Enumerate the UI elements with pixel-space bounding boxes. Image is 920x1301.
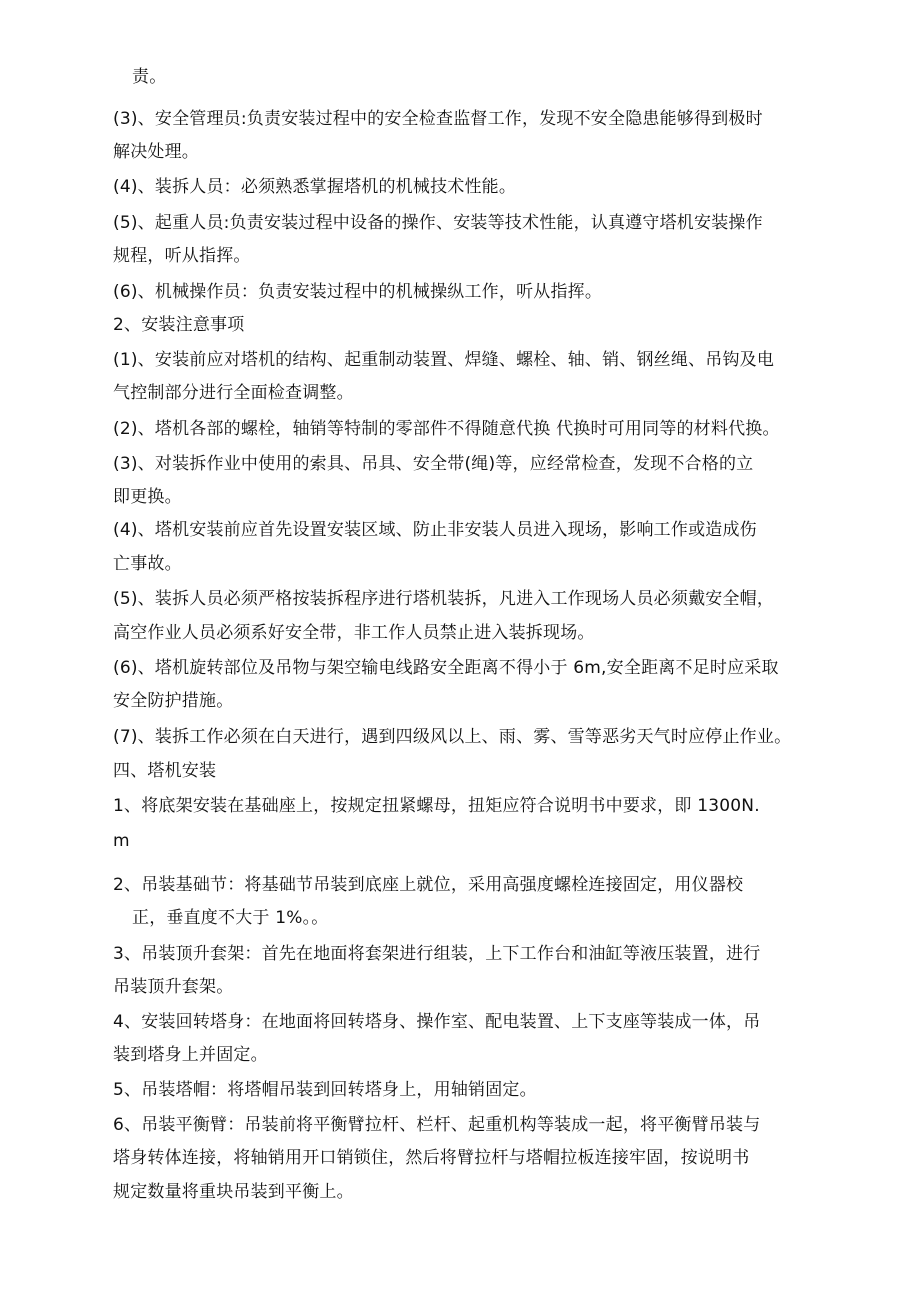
text-line: (5)、起重人员:负责安装过程中设备的操作、安装等技术性能，认真遵守塔机安装操作 [113, 213, 763, 233]
text-line: 即更换。 [113, 487, 182, 507]
text-line: 3、吊装顶升套架：首先在地面将套架进行组装，上下工作台和油缸等液压装置，进行 [113, 944, 761, 964]
text-line: 吊装顶升套架。 [113, 977, 234, 997]
text-line: 4、安装回转塔身：在地面将回转塔身、操作室、配电装置、上下支座等装成一体，吊 [113, 1012, 761, 1032]
text-line: 2、安装注意事项 [113, 315, 245, 335]
text-line: 规程，听从指挥。 [113, 246, 251, 266]
text-line: m [113, 831, 130, 851]
text-line: 正，垂直度不大于 1%。。 [132, 908, 329, 928]
text-line: 高空作业人员必须系好安全带，非工作人员禁止进入装拆现场。 [113, 623, 595, 643]
text-line: 四、塔机安装 [113, 761, 217, 781]
text-line: 规定数量将重块吊装到平衡上。 [113, 1182, 354, 1202]
text-line: 气控制部分进行全面检查调整。 [113, 383, 354, 403]
text-line: (6)、塔机旋转部位及吊物与架空输电线路安全距离不得小于 6m,安全距离不足时应采取 [113, 658, 779, 678]
text-line: 责。 [132, 67, 167, 87]
text-line: (2)、塔机各部的螺栓，轴销等特制的零部件不得随意代换 代换时可用同等的材料代换。 [113, 419, 780, 439]
text-line: 2、吊装基础节：将基础节吊装到底座上就位，采用高强度螺栓连接固定，用仪器校 [113, 875, 744, 895]
text-line: (4)、装拆人员：必须熟悉掌握塔机的机械技术性能。 [113, 177, 517, 197]
text-line: 1、将底架安装在基础座上，按规定扭紧螺母，扭矩应符合说明书中要求，即 1300N. [113, 796, 760, 816]
text-line: 解决处理。 [113, 142, 199, 162]
text-line: 安全防护措施。 [113, 691, 234, 711]
text-line: 6、吊装平衡臂：吊装前将平衡臂拉杆、栏杆、起重机构等装成一起，将平衡臂吊装与 [113, 1115, 761, 1135]
text-line: 装到塔身上并固定。 [113, 1045, 268, 1065]
text-line: (4)、塔机安装前应首先设置安装区域、防止非安装人员进入现场，影响工作或造成伤 [113, 520, 757, 540]
text-line: (5)、装拆人员必须严格按装拆程序进行塔机装拆，凡进入工作现场人员必须戴安全帽， [113, 589, 775, 609]
text-line: 亡事故。 [113, 554, 182, 574]
text-line: 塔身转体连接，将轴销用开口销锁住，然后将臂拉杆与塔帽拉板连接牢固，按说明书 [113, 1148, 750, 1168]
text-line: (3)、安全管理员:负责安装过程中的安全检查监督工作，发现不安全隐患能够得到极时 [113, 109, 763, 129]
text-line: (7)、装拆工作必须在白天进行，遇到四级风以上、雨、雾、雪等恶劣天气时应停止作业。 [113, 727, 792, 747]
text-line: (3)、对装拆作业中使用的索具、吊具、安全带(绳)等，应经常检查，发现不合格的立 [113, 454, 754, 474]
text-line: 5、吊装塔帽：将塔帽吊装到回转塔身上，用轴销固定。 [113, 1080, 537, 1100]
text-line: (1)、安装前应对塔机的结构、起重制动装置、焊缝、螺栓、轴、销、钢丝绳、吊钩及电 [113, 350, 775, 370]
text-line: (6)、机械操作员：负责安装过程中的机械操纵工作，听从指挥。 [113, 282, 603, 302]
